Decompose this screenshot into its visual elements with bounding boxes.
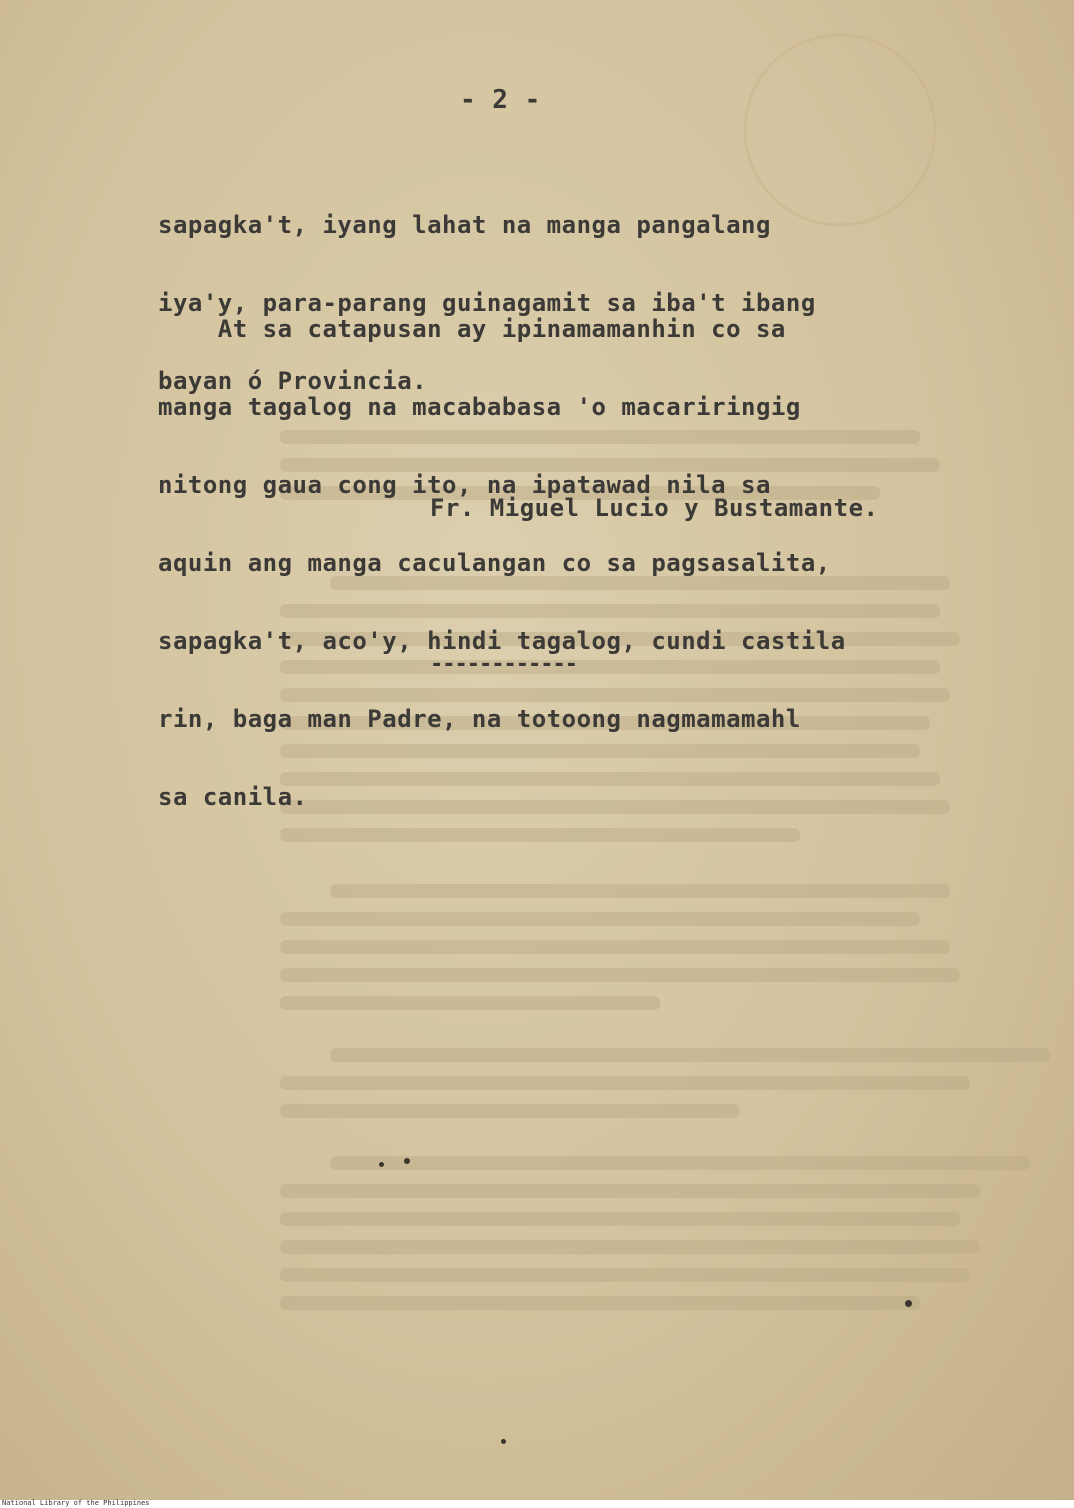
paragraph-1-line: iya'y, para-parang guinagamit sa iba't ibang: [158, 289, 816, 317]
library-credit: National Library of the Philippines: [2, 1499, 150, 1507]
paragraph-2-line: nitong gaua cong ito, na ipatawad nila sa: [158, 471, 771, 499]
section-divider: ------------: [430, 652, 577, 677]
paragraph-1-line: sapagka't, iyang lahat na manga pangalang: [158, 211, 771, 239]
ink-speck: [501, 1439, 506, 1444]
paragraph-2-line: manga tagalog na macababasa 'o macariringig: [158, 393, 801, 421]
ink-speck: [379, 1162, 384, 1167]
paragraph-1-line: bayan ó Provincia.: [158, 367, 428, 395]
page-number: - 2 -: [460, 85, 541, 115]
footer-bar: [0, 1500, 1074, 1508]
paragraph-2: [158, 264, 846, 862]
ink-speck: [404, 1158, 410, 1164]
author-signature: Fr. Miguel Lucio y Bustamante.: [430, 494, 879, 522]
paragraph-2-line: aquin ang manga caculangan co sa pagsasalita,: [158, 549, 831, 577]
ink-speck: [905, 1300, 912, 1307]
paragraph-2-line: At sa catapusan ay ipinamamanhin co sa: [158, 315, 786, 343]
paragraph-2-line: sapagka't, aco'y, hindi tagalog, cundi castila: [158, 627, 846, 655]
paragraph-2-line: sa canila.: [158, 783, 308, 811]
paragraph-2-line: rin, baga man Padre, na totoong nagmamamahl: [158, 705, 801, 733]
